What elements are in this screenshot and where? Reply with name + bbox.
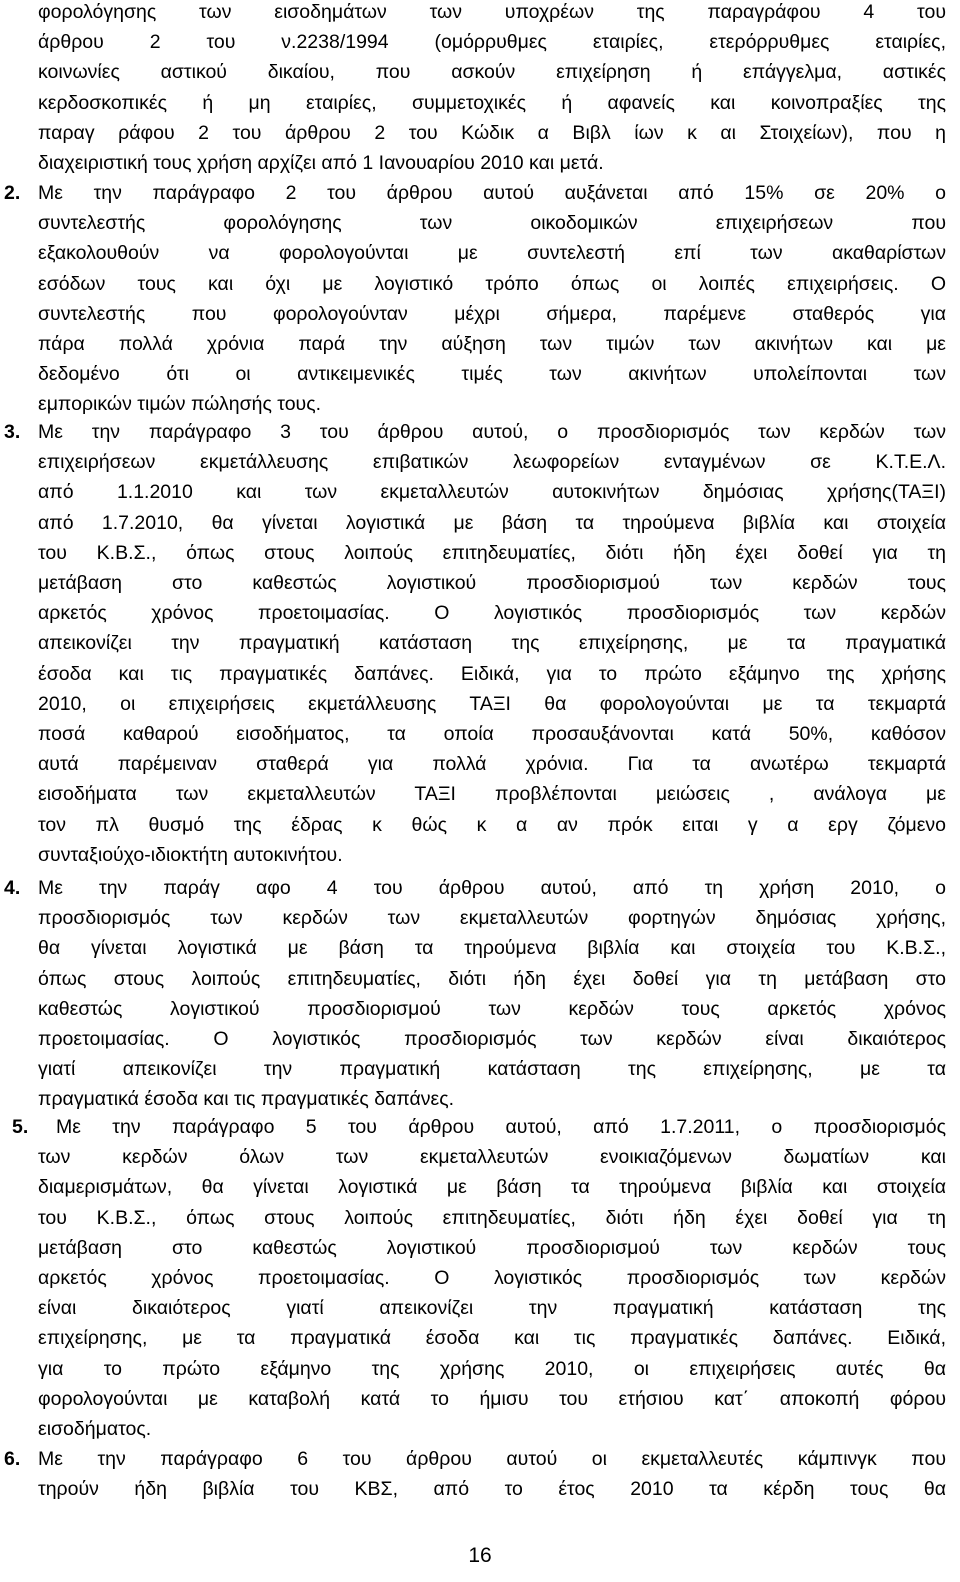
text-line: Με την παράγ αφο 4 του άρθρου αυτού, από τη χρήση 2010, ο	[38, 877, 946, 899]
text-line: παραγ ράφου 2 του άρθρου 2 του Κώδικ α Βιβλ ίων κ αι Στοιχείων), που η	[38, 121, 946, 144]
text-line: διαμερισμάτων, θα γίνεται λογιστικά με βάση τα τηρούμενα βιβλία και στοιχεία	[38, 1176, 946, 1199]
text-line: αρκετός χρόνος προετοιμασίας. Ο λογιστικός προσδιορισμός των κερδών	[38, 602, 946, 625]
text-line: Με την παράγραφο 5 του άρθρου αυτού, από 1.7.2011, ο προσδιορισμός	[56, 1116, 946, 1138]
text-line: εμπορικών τιμών πώλησής τους.	[38, 393, 322, 416]
text-line: τηρούν ήδη βιβλία του ΚΒΣ, από το έτος 2010 τα κέρδη τους θα	[38, 1478, 946, 1501]
text-line: πάρα πολλά χρόνια παρά την αύξηση των τιμών των ακινήτων και με	[38, 333, 946, 356]
intro-paragraph	[38, 0, 946, 178]
text-line: για το πρώτο εξάμηνο της χρήσης 2010, οι επιχειρήσεις αυτές θα	[38, 1357, 946, 1380]
text-line: τον πλ θυσμό της έδρας κ θώς κ α αν πρόκ ειται γ α εργ ζόμενο	[38, 813, 946, 836]
item-number: 5.	[12, 1116, 29, 1138]
item-text	[38, 873, 946, 1115]
text-line: του Κ.Β.Σ., όπως στους λοιπούς επιτηδευματίες, διότι ήδη έχει δοθεί για τη	[38, 1206, 946, 1229]
text-line: φορολόγησης των εισοδημάτων των υποχρέων της παραγράφου 4 του	[38, 1, 946, 23]
text-line: επιχείρησης, με τα πραγματικά έσοδα και τις πραγματικές δαπάνες. Ειδικά,	[38, 1327, 946, 1350]
text-line: μετάβαση στο καθεστώς λογιστικού προσδιορισμού των κερδών τους	[38, 1236, 946, 1259]
text-line: συντελεστής φορολόγησης των οικοδομικών επιχειρήσεων που	[38, 212, 946, 235]
text-line: των κερδών όλων των εκμεταλλευτών ενοικιαζόμενων δωματίων και	[38, 1146, 946, 1169]
text-line: Με την παράγραφο 2 του άρθρου αυτού αυξάνεται από 15% σε 20% ο	[38, 182, 946, 204]
item-number: 3.	[4, 421, 21, 443]
text-line: πραγματικά έσοδα και τις πραγματικές δαπάνες.	[38, 1088, 455, 1111]
text-line: από 1.1.2010 και των εκμεταλλευτών αυτοκινήτων δημόσιας χρήσης(ΤΑΞΙ)	[38, 481, 946, 504]
item-number: 2.	[4, 182, 21, 204]
item-text	[38, 1444, 946, 1504]
item-number: 4.	[4, 877, 21, 899]
text-line: θα γίνεται λογιστικά με βάση τα τηρούμενα βιβλία και στοιχεία του Κ.Β.Σ.,	[38, 937, 946, 960]
item-text	[56, 1112, 946, 1142]
text-line: από 1.7.2010, θα γίνεται λογιστικά με βάση τα τηρούμενα βιβλία και στοιχεία	[38, 511, 946, 534]
text-line: εισοδήματος.	[38, 1418, 152, 1441]
text-line: έσοδα και τις πραγματικές δαπάνες. Ειδικά, για το πρώτο εξάμηνο της χρήσης	[38, 662, 946, 685]
text-line: δεδομένο ότι οι αντικειμενικές τιμές των ακινήτων υπολείπονται των	[38, 363, 946, 386]
text-line: Με την παράγραφο 3 του άρθρου αυτού, ο προσδιορισμός των κερδών των	[38, 421, 946, 443]
text-line: του Κ.Β.Σ., όπως στους λοιπούς επιτηδευματίες, διότι ήδη έχει δοθεί για τη	[38, 541, 946, 564]
text-line: μετάβαση στο καθεστώς λογιστικού προσδιορισμού των κερδών τους	[38, 572, 946, 595]
text-line: αρκετός χρόνος προετοιμασίας. Ο λογιστικός προσδιορισμός των κερδών	[38, 1267, 946, 1289]
text-line: άρθρου 2 του ν.2238/1994 (ομόρρυθμες εταιρίες, ετερόρρυθμες εταιρίες,	[38, 31, 946, 54]
text-line: συντελεστής που φορολογούνταν μέχρι σήμερα, παρέμενε σταθερός για	[38, 302, 946, 325]
item-number: 6.	[4, 1448, 21, 1470]
text-line: γιατί απεικονίζει την πραγματική κατάσταση της επιχείρησης, με τα	[38, 1058, 946, 1081]
text-line: απεικονίζει την πραγματική κατάσταση της επιχείρησης, με τα πραγματικά	[38, 632, 946, 655]
text-line: 2010, οι επιχειρήσεις εκμετάλλευσης ΤΑΞΙ θα φορολογούνται με τα τεκμαρτά	[38, 692, 946, 715]
text-line: συνταξιούχο-ιδιοκτήτη αυτοκινήτου.	[38, 843, 343, 866]
text-line: εξακολουθούν να φορολογούνται με συντελεστή επί των ακαθαρίστων	[38, 242, 946, 265]
text-line: εισοδήματα των εκμεταλλευτών ΤΑΞΙ προβλέπονται μειώσεις , ανάλογα με	[38, 783, 946, 806]
text-line: καθεστώς λογιστικού προσδιορισμού των κερδών τους αρκετός χρόνος	[38, 997, 946, 1020]
text-line: επιχειρήσεων εκμετάλλευσης επιβατικών λεωφορείων ενταγμένων σε Κ.Τ.Ε.Λ.	[38, 451, 946, 474]
text-line: όπως στους λοιπούς επιτηδευματίες, διότι ήδη έχει δοθεί για τη μετάβαση στο	[38, 967, 946, 990]
text-line: προετοιμασίας. Ο λογιστικός προσδιορισμός των κερδών είναι δικαιότερος	[38, 1028, 946, 1051]
item-text-cont	[38, 1142, 946, 1444]
item-text	[38, 178, 946, 420]
item-text	[38, 417, 946, 870]
text-line: ποσά καθαρού εισοδήματος, τα οποία προσαυξάνονται κατά 50%, καθόσον	[38, 723, 946, 746]
text-line: κοινωνίες αστικού δικαίου, που ασκούν επιχείρηση ή επάγγελμα, αστικές	[38, 61, 946, 84]
text-line: προσδιορισμός των κερδών των εκμεταλλευτών φορτηγών δημόσιας χρήσης,	[38, 907, 946, 930]
page-number: 16	[468, 1544, 492, 1567]
text-line: είναι δικαιότερος γιατί απεικονίζει την πραγματική κατάσταση της	[38, 1297, 946, 1320]
text-line: Με την παράγραφο 6 του άρθρου αυτού οι εκμεταλλευτές κάμπινγκ που	[38, 1448, 946, 1470]
text-line: αυτά παρέμειναν σταθερά για πολλά χρόνια. Για τα ανωτέρω τεκμαρτά	[38, 753, 946, 776]
text-line: διαχειριστική τους χρήση αρχίζει από 1 Ιανουαρίου 2010 και μετά.	[38, 152, 604, 175]
text-line: κερδοσκοπικές ή μη εταιρίες, συμμετοχικές ή αφανείς και κοινοπραξίες της	[38, 91, 946, 114]
text-line: φορολογούνται με καταβολή κατά το ήμισυ του ετήσιου κατ΄ αποκοπή φόρου	[38, 1387, 946, 1410]
text-line: εσόδων τους και όχι με λογιστικό τρόπο όπως οι λοιπές επιχειρήσεις. Ο	[38, 272, 946, 295]
